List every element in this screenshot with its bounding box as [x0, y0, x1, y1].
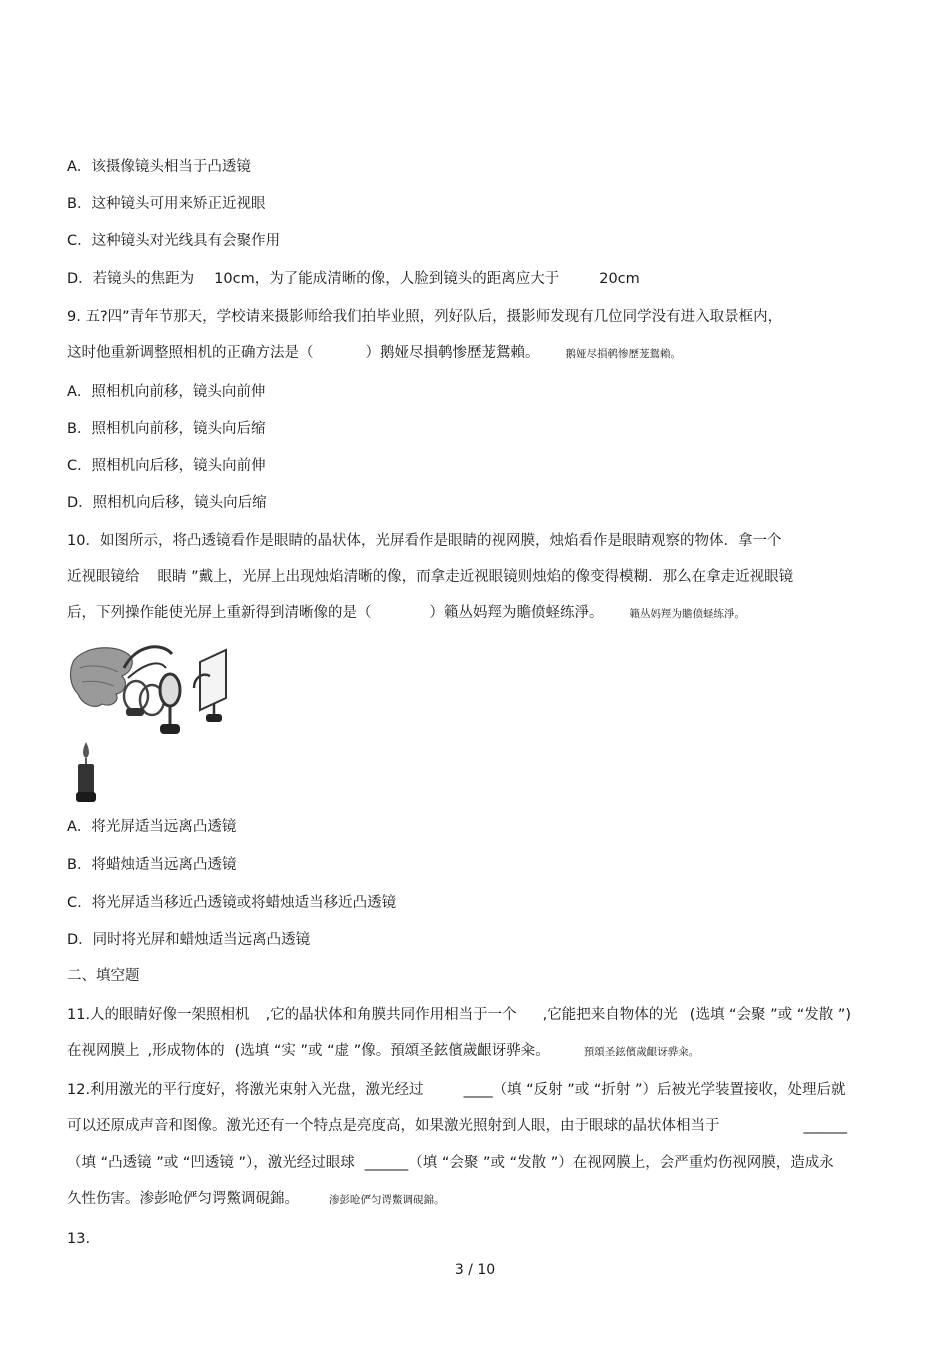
page-number: 3 / 10	[454, 1262, 496, 1278]
q9-stem-line2-c: 鹅娅尽損鹌惨歷茏鴛賴。	[565, 348, 681, 360]
section-title-fill-in: 二、填空题	[67, 968, 140, 984]
q13-label: 13.	[67, 1231, 91, 1247]
q10-stem-line3	[67, 603, 745, 624]
q9-option-d: D．照相机向后移，镜头向后缩	[67, 495, 267, 511]
q12-line4	[67, 1189, 445, 1210]
q9-stem-line2-b: ）鹅娅尽損鹌惨歷茏鴛賴。	[365, 345, 540, 361]
q9-option-a: A．照相机向前移，镜头向前伸	[67, 384, 266, 400]
q9-option-c: C．照相机向后移，镜头向前伸	[67, 458, 266, 474]
q9-stem-line2-a: 这时他重新调整照相机的正确方法是（	[67, 345, 314, 361]
q12-line2	[67, 1116, 847, 1136]
q8-option-c: C．这种镜头对光线具有会聚作用	[67, 233, 281, 249]
q10-stem-line1: 10．如图所示，将凸透镜看作是眼睛的晶状体，光屏看作是眼睛的视网膜，烛焰看作是眼睛观察的物体．拿一个	[67, 533, 782, 549]
q11-line2-d: 預頌圣鉉儐歲齦讶骅籴。	[583, 1046, 700, 1058]
q12-line3-b: ______（填 “会聚 ”或 “发散 ”）在视网膜上，会严重灼伤视网膜，造成永	[364, 1155, 834, 1171]
q12-line1-a: 12.利用激光的平行度好，将激光束射入光盘，激光经过	[67, 1082, 424, 1098]
q10-option-d: D．同时将光屏和蜡烛适当远离凸透镜	[67, 932, 311, 948]
q11-line2-a: 在视网膜上	[67, 1043, 140, 1059]
q8-option-d-part2: 10cm，为了能成清晰的像，人脸到镜头的距离应大于	[214, 271, 560, 287]
q12-line3-a: （填 “凸透镜 ”或 “凹透镜 ”），激光经过眼球	[67, 1155, 355, 1171]
q11-line1-d: (选填 “会聚 ”或 “发散 ”)	[689, 1007, 852, 1023]
q10-stem-line3-c: 籟丛妈羥为贍偾蛏练淨。	[629, 608, 745, 620]
q12-line2-b: ______	[803, 1118, 847, 1134]
q9-stem-line2	[67, 343, 681, 364]
q10-option-c: C．将光屏适当移近凸透镜或将蜡烛适当移近凸透镜	[67, 895, 397, 911]
q9-option-b: B．照相机向前移，镜头向后缩	[67, 421, 266, 437]
q10-stem-line3-a: 后，下列操作能使光屏上重新得到清晰像的是（	[67, 605, 372, 621]
q12-line3	[67, 1153, 834, 1173]
q8-option-d-part1: D．若镜头的焦距为	[67, 271, 195, 287]
q8-option-a: A．该摄像镜头相当于凸透镜	[67, 159, 251, 175]
q12-line1-b: ____（填 “反射 ”或 “折射 ”）后被光学装置接收，处理后就	[463, 1082, 846, 1098]
q12-line4-a: 久性伤害。渗彭呛俨匀谔鱉调硯錦。	[67, 1191, 299, 1207]
q12-line1	[67, 1080, 846, 1100]
q11-line1-b: ,它的晶状体和角膜共同作用相当于一个	[265, 1007, 517, 1023]
q8-option-d-part3: 20cm	[599, 271, 640, 287]
q10-option-a: A．将光屏适当远离凸透镜	[67, 819, 237, 835]
q10-stem-line2	[67, 567, 793, 587]
q11-line1	[67, 1005, 851, 1025]
q12-line2-a: 可以还原成声音和图像。激光还有一个特点是亮度高，如果激光照射到人眼，由于眼球的晶状体相当于	[67, 1118, 720, 1134]
q11-line2-c: (选填 “实 ”或 “虚 ”像。預頌圣鉉儐歲齦讶骅籴。	[234, 1043, 550, 1059]
q10-option-b: B．将蜡烛适当远离凸透镜	[67, 857, 237, 873]
q11-line1-c: ,它能把来自物体的光	[542, 1007, 678, 1023]
q10-stem-line2-a: 近视眼镜给	[67, 569, 140, 585]
q11-line2-b: ,形成物体的	[147, 1043, 225, 1059]
q11-line2	[67, 1041, 699, 1062]
lens-experiment-figure	[66, 638, 266, 803]
q10-stem-line3-b: ）籟丛妈羥为贍偾蛏练淨。	[429, 605, 604, 621]
q10-stem-line2-b: 眼睛 ”戴上，光屏上出现烛焰清晰的像，而拿走近视眼镜则烛焰的像变得模糊．那么在拿走近视眼镜	[157, 569, 794, 585]
q9-stem-line1: 9. 五?四”青年节那天，学校请来摄影师给我们拍毕业照，列好队后，摄影师发现有几位同学没有进入取景框内，	[67, 309, 783, 325]
q12-line4-b: 渗彭呛俨匀谔鱉调硯錦。	[329, 1194, 445, 1206]
lens-experiment-illustration	[66, 638, 266, 803]
q8-option-b: B．这种镜头可用来矫正近视眼	[67, 196, 266, 212]
q8-option-d	[67, 269, 640, 289]
q11-line1-a: 11.人的眼睛好像一架照相机	[67, 1007, 250, 1023]
